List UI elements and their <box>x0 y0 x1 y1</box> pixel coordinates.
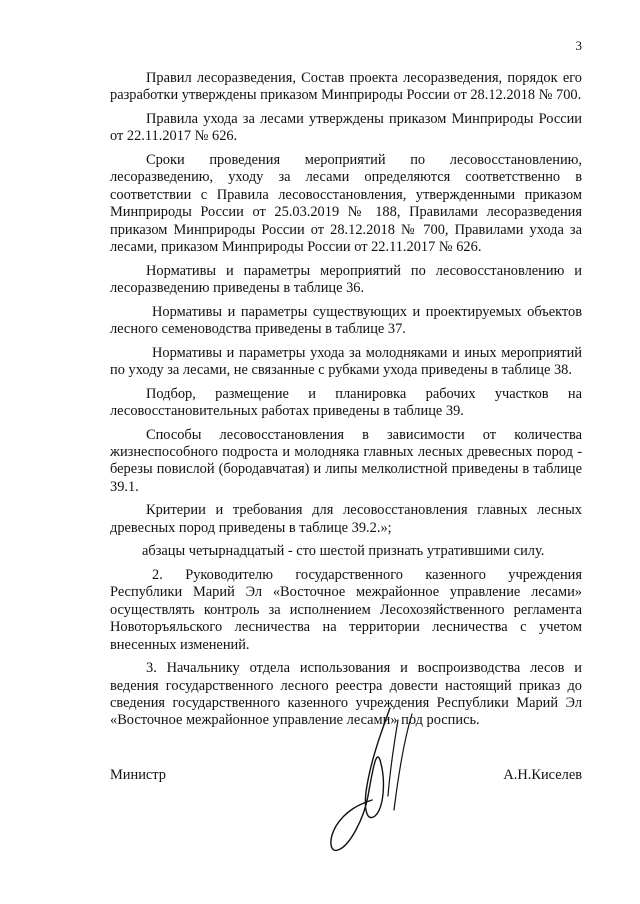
handwritten-signature <box>320 700 440 860</box>
paragraph: Правил лесоразведения, Состав проекта лесоразведения, порядок его разработки утверждены приказом Минприроды России от 28.12.2018 № 700. <box>110 70 582 104</box>
paragraph: Нормативы и параметры существующих и проектируемых объектов лесного семеноводства приведены в таблице 37. <box>110 303 582 338</box>
document-body <box>110 70 582 736</box>
signatory-role: Министр <box>110 767 166 783</box>
paragraph: 2. Руководителю государственного казенного учреждения Республики Марий Эл «Восточное межрайонное управление лесами» осуществлять контроль за исполнением Лесохозяйственного регламента Новоторъяльского лесничества на территории лесничества с учетом внесенных изменений. <box>110 567 582 653</box>
page-number: 3 <box>575 38 582 53</box>
paragraph: Критерии и требования для лесовосстановления главных лесных древесных пород приведены в таблице 39.2.»; <box>110 502 582 536</box>
paragraph: Подбор, размещение и планировка рабочих участков на лесовосстановительных работах приведены в таблице 39. <box>110 385 582 420</box>
signatory-name: А.Н.Киселев <box>503 767 582 783</box>
paragraph: 3. Начальнику отдела использования и воспроизводства лесов и ведения государственного лесного реестра довести настоящий приказ до сведения государственного казенного учреждения Республики Марий Эл «Восточное межрайонное управление лесами» под роспись. <box>110 660 582 729</box>
paragraph: абзацы четырнадцатый - сто шестой признать утратившими силу. <box>142 543 545 560</box>
paragraph: Правила ухода за лесами утверждены приказом Минприроды России от 22.11.2017 № 626. <box>110 111 582 145</box>
paragraph: Нормативы и параметры ухода за молодняками и иных мероприятий по уходу за лесами, не связанные с рубками ухода приведены в таблице 38. <box>110 344 582 379</box>
paragraph: Сроки проведения мероприятий по лесовосстановлению, лесоразведению, уходу за лесами определяются соответственно в соответствии с Правила лесовосстановления, утвержденными приказом Минприроды России от 25.03.2019 № 188, Правилами лесоразведения приказом Минприроды России от 28.12.2018 № 700, Правилами ухода за лесами, приказом Минприроды России от 22.11.2017 № 626. <box>110 152 582 256</box>
paragraph: Способы лесовосстановления в зависимости от количества жизнеспособного подроста и молодняка главных лесных древесных пород - березы повислой (бородавчатая) и липы мелколистной приведены в таблице 39.1. <box>110 426 582 495</box>
paragraph: Нормативы и параметры мероприятий по лесовосстановлению и лесоразведению приведены в таблице 36. <box>110 262 582 297</box>
